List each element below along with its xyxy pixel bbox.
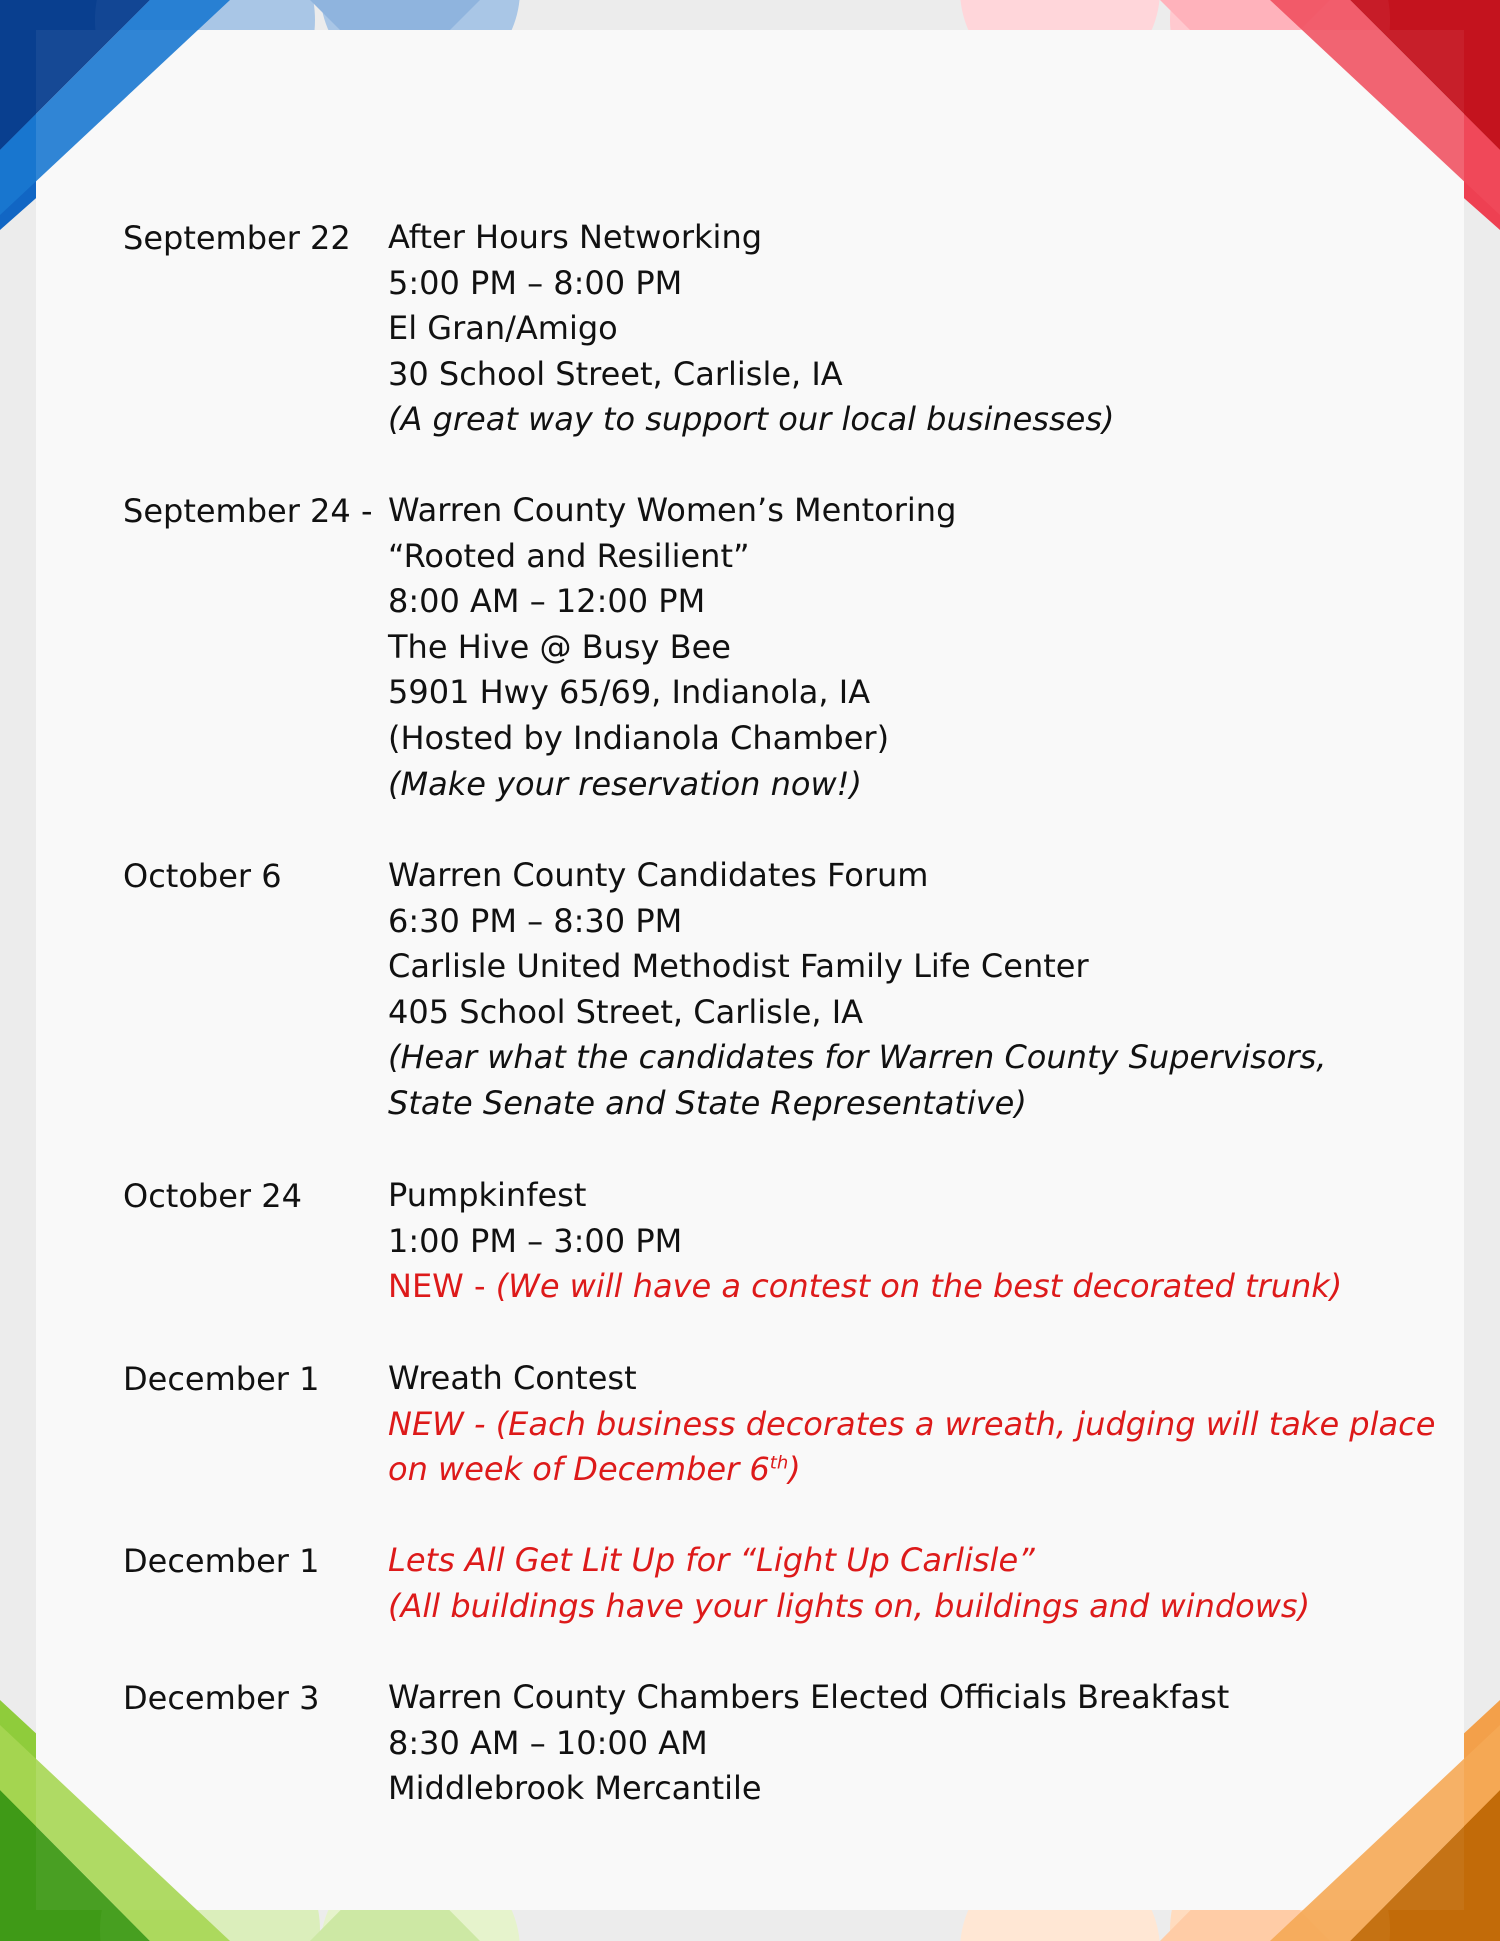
event-date: December 1	[123, 1360, 320, 1398]
event-time: 8:00 AM – 12:00 PM	[388, 582, 706, 621]
event-note-line-2	[388, 1447, 1468, 1493]
event-venue: The Hive @ Busy Bee	[388, 627, 731, 666]
event-note-line-2: State Senate and State Representative)	[388, 1083, 1027, 1122]
event-venue: Middlebrook Mercantile	[388, 1769, 762, 1808]
event-host: (Hosted by Indianola Chamber)	[388, 718, 890, 757]
event-time: 8:30 AM – 10:00 AM	[388, 1723, 708, 1762]
event-date: October 6	[123, 857, 282, 895]
event-title: Lets All Get Lit Up for “Light Up Carlisle”	[388, 1541, 1035, 1579]
event-time: 5:00 PM – 8:00 PM	[388, 263, 683, 302]
event-title: Warren County Chambers Elected Officials Breakfast	[388, 1678, 1230, 1716]
event-venue: El Gran/Amigo	[388, 309, 618, 348]
event-date: September 24 -	[123, 492, 373, 530]
event-title: Warren County Candidates Forum	[388, 856, 929, 894]
event-time: 6:30 PM – 8:30 PM	[388, 901, 683, 940]
event-address: 5901 Hwy 65/69, Indianola, IA	[388, 673, 871, 712]
event-title: Wreath Contest	[388, 1359, 637, 1397]
event-subtitle: “Rooted and Resilient”	[388, 536, 750, 575]
event-date: September 22	[123, 219, 351, 257]
new-note-text: (We will have a contest on the best decorated trunk)	[495, 1267, 1343, 1306]
event-address: 405 School Street, Carlisle, IA	[388, 992, 864, 1031]
event-title: After Hours Networking	[388, 218, 763, 256]
event-title: Pumpkinfest	[388, 1176, 587, 1214]
event-note: (All buildings have your lights on, buildings and windows)	[388, 1586, 1311, 1625]
new-prefix: NEW -	[388, 1267, 496, 1306]
event-date: October 24	[123, 1177, 302, 1215]
event-note-line-1: NEW - (Each business decorates a wreath, judging will take place	[388, 1404, 1436, 1443]
event-date: December 3	[123, 1679, 320, 1717]
event-note: (A great way to support our local businesses)	[388, 400, 1115, 439]
note-text: on week of December 6	[388, 1450, 770, 1489]
event-note: (Make your reservation now!)	[388, 764, 862, 803]
event-venue: Carlisle United Methodist Family Life Center	[388, 947, 1089, 986]
event-title: Warren County Women’s Mentoring	[388, 491, 957, 529]
event-time: 1:00 PM – 3:00 PM	[388, 1221, 683, 1260]
event-date: December 1	[123, 1542, 320, 1580]
note-close: )	[788, 1450, 801, 1489]
ordinal-suffix: th	[769, 1452, 789, 1474]
event-address: 30 School Street, Carlisle, IA	[388, 354, 843, 393]
event-new-note	[388, 1264, 1468, 1310]
event-note-line-1: (Hear what the candidates for Warren County Supervisors,	[388, 1038, 1327, 1077]
